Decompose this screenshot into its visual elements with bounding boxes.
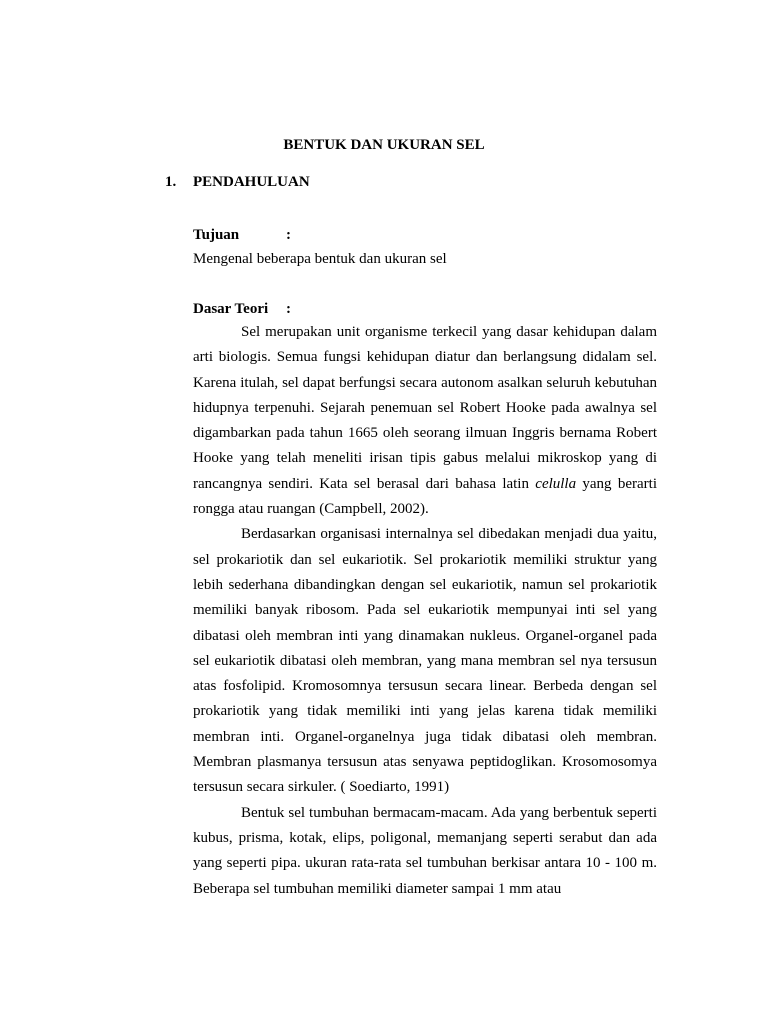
tujuan-text: Mengenal beberapa bentuk dan ukuran sel <box>193 251 447 267</box>
dasar-teori-label-row <box>193 301 291 318</box>
paragraph-1-text: Sel merupakan unit organisme terkecil yang dasar kehidupan dalam arti biologis. Semua fungsi kehidupan diatur dan berlangsung didalam sel. Karena itulah, sel dapat berfungsi secara autonom asalkan seluruh kebutuhan hidupnya terpenuhi. Sejarah penemuan sel Robert Hooke pada awalnya sel digambarkan pada tahun 1665 oleh seorang ilmuan Inggris bernama Robert Hooke yang telah meneliti irisan tipis gabus melalui mikroskop yang di rancangnya sendiri. Kata sel berasal dari bahasa latin <box>193 324 657 492</box>
dasar-teori-body <box>193 320 657 902</box>
paragraph-1 <box>193 320 657 522</box>
tujuan-colon: : <box>286 227 291 243</box>
paragraph-3: Bentuk sel tumbuhan bermacam-macam. Ada yang berbentuk seperti kubus, prisma, kotak, elips, poligonal, memanjang seperti serabut dan ada yang seperti pipa. ukuran rata-rata sel tumbuhan berkisar antara 10 - 100 m. Beberapa sel tumbuhan memiliki diameter sampai 1 mm atau <box>193 804 657 897</box>
section-heading <box>165 174 310 191</box>
document-title: BENTUK DAN UKURAN SEL <box>283 137 485 153</box>
tujuan-label-row <box>193 227 291 244</box>
section-number: 1. <box>165 174 177 190</box>
dasar-teori-label: Dasar Teori <box>193 301 269 317</box>
paragraph-1-citation: yang berarti rongga atau ruangan (Campbell, 2002). <box>193 475 657 518</box>
dasar-teori-colon: : <box>286 301 291 317</box>
section-title: PENDAHULUAN <box>193 174 310 190</box>
tujuan-label: Tujuan <box>193 227 240 243</box>
latin-term: celulla <box>535 475 577 492</box>
paragraph-2: Berdasarkan organisasi internalnya sel dibedakan menjadi dua yaitu, sel prokariotik dan sel eukariotik. Sel prokariotik memiliki struktur yang lebih sederhana dibandingkan dengan sel eukariotik, namun sel prokariotik memiliki banyak ribosom. Pada sel eukariotik mempunyai inti sel yang dibatasi oleh membran inti yang dinamakan nukleus. Organel-organel pada sel eukariotik dibatasi oleh membran, yang mana membran sel nya tersusun atas fosfolipid. Kromosomnya tersusun secara linear. Berbeda dengan sel prokariotik yang tidak memiliki inti yang jelas karena tidak memiliki membran inti. Organel-organelnya juga tidak dibatasi oleh membran. Membran plasmanya tersusun atas senyawa peptidoglikan. Krosomosomya tersusun secara sirkuler. ( Soediarto, 1991) <box>193 526 657 796</box>
